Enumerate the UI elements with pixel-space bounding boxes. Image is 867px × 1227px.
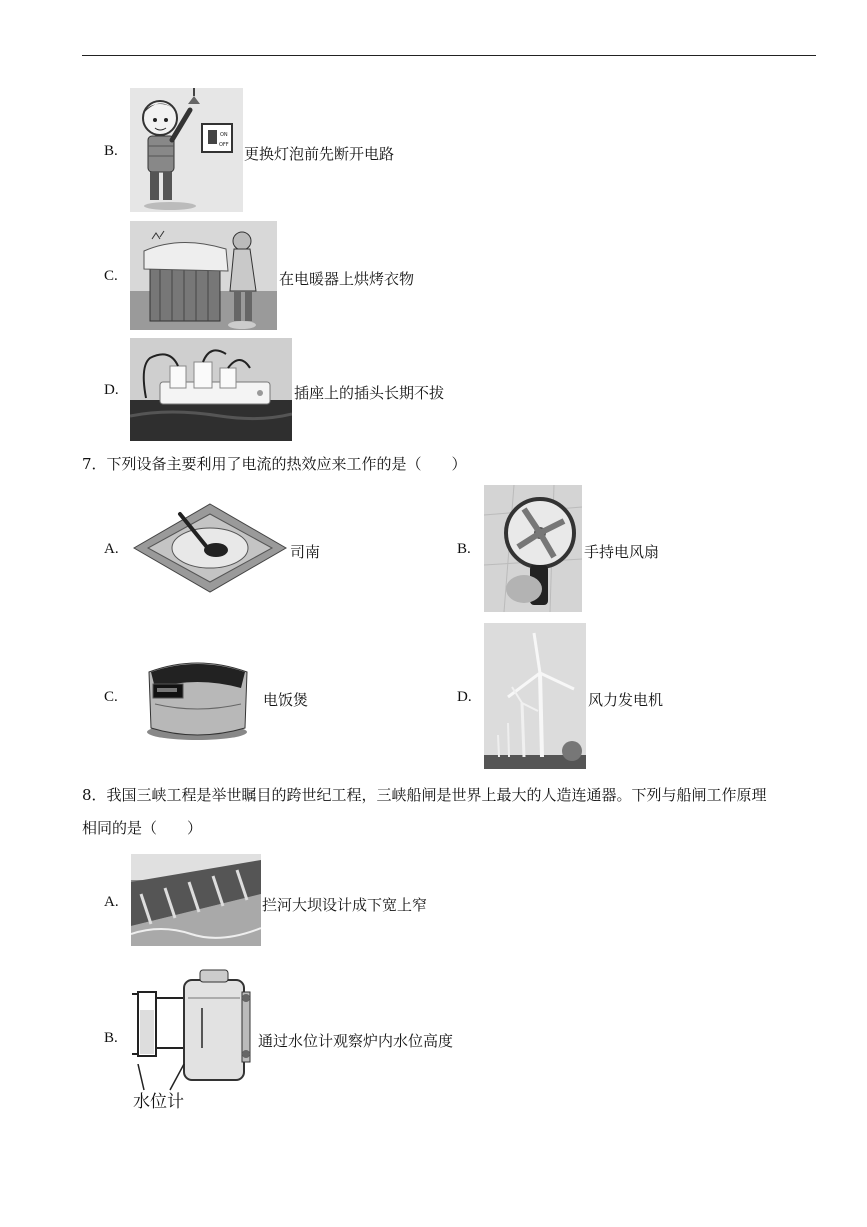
q8-option-b-text: 通过水位计观察炉内水位高度: [258, 1032, 454, 1050]
svg-text:OFF: OFF: [219, 142, 229, 148]
header-rule: [82, 55, 816, 56]
q7-option-b-text: 手持电风扇: [584, 543, 660, 561]
q8-option-a-text: 拦河大坝设计成下宽上窄: [262, 896, 428, 914]
dam-icon: [131, 854, 261, 946]
water-gauge-label: 水位计: [133, 1092, 184, 1112]
q8-option-a-letter: A.: [104, 894, 119, 910]
q7-stem: 7．下列设备主要利用了电流的热效应来工作的是（ ）: [82, 455, 467, 473]
q7-option-c-letter: C.: [104, 689, 118, 705]
q7-option-c-text: 电饭煲: [263, 691, 309, 709]
q8-stem-line2: 相同的是（ ）: [82, 819, 203, 837]
q6-option-c-letter: C.: [104, 268, 118, 284]
boy-changing-bulb-icon: [130, 88, 243, 212]
q6-option-b-text: 更换灯泡前先断开电路: [244, 145, 395, 163]
q7-option-d-text: 风力发电机: [588, 691, 664, 709]
q7-option-b-letter: B.: [457, 541, 471, 557]
heater-drying-clothes-icon: [130, 221, 277, 330]
q6-option-b-letter: B.: [104, 143, 118, 159]
q7-option-d-letter: D.: [457, 689, 472, 705]
q6-option-c-text: 在电暖器上烘烤衣物: [279, 270, 415, 288]
q8-option-b-letter: B.: [104, 1030, 118, 1046]
handheld-fan-icon: [484, 485, 582, 612]
power-strip-icon: [130, 338, 292, 441]
q7-option-a-text: 司南: [290, 543, 321, 561]
svg-text:ON: ON: [220, 132, 228, 138]
rice-cooker-icon: [139, 648, 257, 742]
wind-turbine-icon: [484, 623, 586, 769]
q8-stem-line1: 8．我国三峡工程是举世瞩目的跨世纪工程，三峡船闸是世界上最大的人造连通器。下列与船闸工作原理: [82, 786, 767, 804]
compass-sinan-icon: [132, 502, 288, 594]
q6-option-d-text: 插座上的插头长期不拔: [294, 384, 445, 402]
q6-option-d-letter: D.: [104, 382, 119, 398]
q7-option-a-letter: A.: [104, 541, 119, 557]
